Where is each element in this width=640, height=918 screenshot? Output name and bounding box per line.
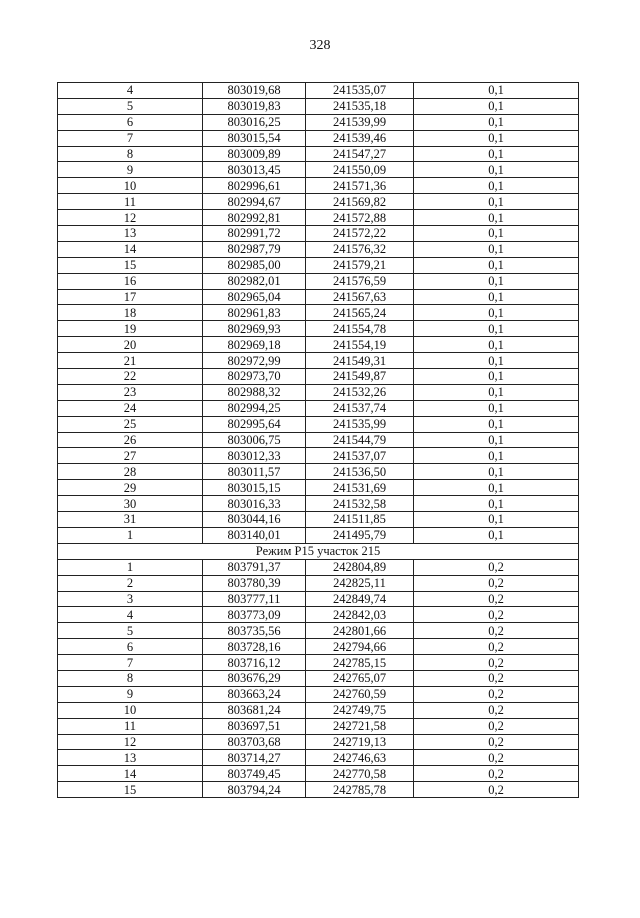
y-coordinate-cell: 242825,11	[306, 575, 414, 591]
table-row	[58, 432, 579, 448]
x-coordinate-cell: 803015,54	[203, 130, 306, 146]
accuracy-cell: 0,1	[414, 210, 579, 226]
section-title: Режим Р15 участок 215	[58, 543, 579, 559]
section-header-row	[58, 543, 579, 559]
x-coordinate-cell: 803015,15	[203, 480, 306, 496]
y-coordinate-cell: 242719,13	[306, 734, 414, 750]
x-coordinate-cell: 803012,33	[203, 448, 306, 464]
y-coordinate-cell: 241532,26	[306, 384, 414, 400]
accuracy-cell: 0,2	[414, 718, 579, 734]
point-number-cell: 10	[58, 178, 203, 194]
point-number-cell: 11	[58, 718, 203, 734]
accuracy-cell: 0,1	[414, 321, 579, 337]
point-number-cell: 1	[58, 559, 203, 575]
accuracy-cell: 0,2	[414, 686, 579, 702]
x-coordinate-cell: 802992,81	[203, 210, 306, 226]
point-number-cell: 9	[58, 686, 203, 702]
y-coordinate-cell: 241539,99	[306, 114, 414, 130]
table-row	[58, 226, 579, 242]
y-coordinate-cell: 241579,21	[306, 257, 414, 273]
x-coordinate-cell: 802994,25	[203, 400, 306, 416]
point-number-cell: 22	[58, 369, 203, 385]
table-row	[58, 559, 579, 575]
table-row	[58, 766, 579, 782]
table-row	[58, 353, 579, 369]
point-number-cell: 12	[58, 210, 203, 226]
y-coordinate-cell: 241572,22	[306, 226, 414, 242]
accuracy-cell: 0,1	[414, 241, 579, 257]
point-number-cell: 26	[58, 432, 203, 448]
y-coordinate-cell: 241531,69	[306, 480, 414, 496]
point-number-cell: 8	[58, 146, 203, 162]
accuracy-cell: 0,1	[414, 83, 579, 99]
table-row	[58, 607, 579, 623]
accuracy-cell: 0,1	[414, 337, 579, 353]
table-row	[58, 782, 579, 798]
point-number-cell: 15	[58, 257, 203, 273]
point-number-cell: 13	[58, 750, 203, 766]
accuracy-cell: 0,2	[414, 591, 579, 607]
x-coordinate-cell: 803009,89	[203, 146, 306, 162]
point-number-cell: 5	[58, 623, 203, 639]
point-number-cell: 31	[58, 512, 203, 528]
point-number-cell: 24	[58, 400, 203, 416]
point-number-cell: 30	[58, 496, 203, 512]
accuracy-cell: 0,1	[414, 289, 579, 305]
y-coordinate-cell: 242794,66	[306, 639, 414, 655]
point-number-cell: 6	[58, 639, 203, 655]
point-number-cell: 19	[58, 321, 203, 337]
accuracy-cell: 0,1	[414, 480, 579, 496]
x-coordinate-cell: 802973,70	[203, 369, 306, 385]
x-coordinate-cell: 803703,68	[203, 734, 306, 750]
coordinates-table	[57, 82, 579, 798]
x-coordinate-cell: 802995,64	[203, 416, 306, 432]
y-coordinate-cell: 242842,03	[306, 607, 414, 623]
point-number-cell: 12	[58, 734, 203, 750]
y-coordinate-cell: 242785,15	[306, 655, 414, 671]
y-coordinate-cell: 242765,07	[306, 670, 414, 686]
point-number-cell: 4	[58, 83, 203, 99]
y-coordinate-cell: 241571,36	[306, 178, 414, 194]
table-row	[58, 416, 579, 432]
table-row	[58, 702, 579, 718]
accuracy-cell: 0,1	[414, 400, 579, 416]
accuracy-cell: 0,1	[414, 130, 579, 146]
point-number-cell: 20	[58, 337, 203, 353]
accuracy-cell: 0,1	[414, 257, 579, 273]
table-row	[58, 337, 579, 353]
point-number-cell: 2	[58, 575, 203, 591]
table-row	[58, 130, 579, 146]
point-number-cell: 13	[58, 226, 203, 242]
point-number-cell: 10	[58, 702, 203, 718]
table-row	[58, 210, 579, 226]
accuracy-cell: 0,1	[414, 496, 579, 512]
x-coordinate-cell: 803044,16	[203, 512, 306, 528]
table-row	[58, 623, 579, 639]
table-body-bottom	[58, 559, 579, 797]
table-row	[58, 480, 579, 496]
point-number-cell: 1	[58, 527, 203, 543]
point-number-cell: 3	[58, 591, 203, 607]
table-row	[58, 655, 579, 671]
y-coordinate-cell: 241567,63	[306, 289, 414, 305]
table-row	[58, 464, 579, 480]
point-number-cell: 7	[58, 655, 203, 671]
table-row	[58, 321, 579, 337]
point-number-cell: 11	[58, 194, 203, 210]
x-coordinate-cell: 802994,67	[203, 194, 306, 210]
table-row	[58, 194, 579, 210]
x-coordinate-cell: 803749,45	[203, 766, 306, 782]
table-row	[58, 257, 579, 273]
table-row	[58, 686, 579, 702]
accuracy-cell: 0,1	[414, 369, 579, 385]
y-coordinate-cell: 241535,99	[306, 416, 414, 432]
table-row	[58, 575, 579, 591]
accuracy-cell: 0,2	[414, 734, 579, 750]
x-coordinate-cell: 803681,24	[203, 702, 306, 718]
point-number-cell: 9	[58, 162, 203, 178]
x-coordinate-cell: 803013,45	[203, 162, 306, 178]
y-coordinate-cell: 241547,27	[306, 146, 414, 162]
point-number-cell: 14	[58, 766, 203, 782]
y-coordinate-cell: 242804,89	[306, 559, 414, 575]
page-number: 328	[309, 38, 331, 53]
accuracy-cell: 0,1	[414, 194, 579, 210]
accuracy-cell: 0,1	[414, 416, 579, 432]
x-coordinate-cell: 802965,04	[203, 289, 306, 305]
x-coordinate-cell: 803728,16	[203, 639, 306, 655]
y-coordinate-cell: 241569,82	[306, 194, 414, 210]
x-coordinate-cell: 802972,99	[203, 353, 306, 369]
point-number-cell: 29	[58, 480, 203, 496]
x-coordinate-cell: 803773,09	[203, 607, 306, 623]
table-row	[58, 591, 579, 607]
table-row	[58, 750, 579, 766]
point-number-cell: 4	[58, 607, 203, 623]
section-header-group	[58, 543, 579, 559]
table-row	[58, 305, 579, 321]
y-coordinate-cell: 241537,07	[306, 448, 414, 464]
accuracy-cell: 0,1	[414, 432, 579, 448]
x-coordinate-cell: 802996,61	[203, 178, 306, 194]
point-number-cell: 23	[58, 384, 203, 400]
y-coordinate-cell: 241554,19	[306, 337, 414, 353]
x-coordinate-cell: 803735,56	[203, 623, 306, 639]
table-body-top	[58, 83, 579, 544]
accuracy-cell: 0,2	[414, 750, 579, 766]
y-coordinate-cell: 241544,79	[306, 432, 414, 448]
x-coordinate-cell: 802961,83	[203, 305, 306, 321]
x-coordinate-cell: 803016,25	[203, 114, 306, 130]
point-number-cell: 5	[58, 98, 203, 114]
x-coordinate-cell: 802969,93	[203, 321, 306, 337]
y-coordinate-cell: 241536,50	[306, 464, 414, 480]
table-row	[58, 527, 579, 543]
y-coordinate-cell: 241495,79	[306, 527, 414, 543]
x-coordinate-cell: 802988,32	[203, 384, 306, 400]
x-coordinate-cell: 803676,29	[203, 670, 306, 686]
accuracy-cell: 0,2	[414, 559, 579, 575]
y-coordinate-cell: 241539,46	[306, 130, 414, 146]
y-coordinate-cell: 241549,31	[306, 353, 414, 369]
table-row	[58, 734, 579, 750]
table-row	[58, 448, 579, 464]
y-coordinate-cell: 242849,74	[306, 591, 414, 607]
accuracy-cell: 0,1	[414, 162, 579, 178]
y-coordinate-cell: 241535,18	[306, 98, 414, 114]
accuracy-cell: 0,1	[414, 512, 579, 528]
point-number-cell: 7	[58, 130, 203, 146]
accuracy-cell: 0,1	[414, 384, 579, 400]
y-coordinate-cell: 242721,58	[306, 718, 414, 734]
point-number-cell: 18	[58, 305, 203, 321]
accuracy-cell: 0,1	[414, 448, 579, 464]
x-coordinate-cell: 803019,68	[203, 83, 306, 99]
accuracy-cell: 0,1	[414, 146, 579, 162]
point-number-cell: 14	[58, 241, 203, 257]
x-coordinate-cell: 803019,83	[203, 98, 306, 114]
y-coordinate-cell: 242770,58	[306, 766, 414, 782]
y-coordinate-cell: 241535,07	[306, 83, 414, 99]
table-row	[58, 400, 579, 416]
accuracy-cell: 0,2	[414, 639, 579, 655]
table-row	[58, 146, 579, 162]
accuracy-cell: 0,1	[414, 353, 579, 369]
x-coordinate-cell: 803011,57	[203, 464, 306, 480]
y-coordinate-cell: 241537,74	[306, 400, 414, 416]
accuracy-cell: 0,2	[414, 782, 579, 798]
x-coordinate-cell: 802969,18	[203, 337, 306, 353]
table-row	[58, 289, 579, 305]
accuracy-cell: 0,2	[414, 655, 579, 671]
table-row	[58, 98, 579, 114]
accuracy-cell: 0,1	[414, 305, 579, 321]
y-coordinate-cell: 241576,59	[306, 273, 414, 289]
y-coordinate-cell: 241532,58	[306, 496, 414, 512]
x-coordinate-cell: 803791,37	[203, 559, 306, 575]
point-number-cell: 8	[58, 670, 203, 686]
point-number-cell: 15	[58, 782, 203, 798]
x-coordinate-cell: 803780,39	[203, 575, 306, 591]
x-coordinate-cell: 803663,24	[203, 686, 306, 702]
y-coordinate-cell: 242746,63	[306, 750, 414, 766]
point-number-cell: 25	[58, 416, 203, 432]
y-coordinate-cell: 241550,09	[306, 162, 414, 178]
y-coordinate-cell: 242801,66	[306, 623, 414, 639]
x-coordinate-cell: 802991,72	[203, 226, 306, 242]
y-coordinate-cell: 241576,32	[306, 241, 414, 257]
y-coordinate-cell: 241572,88	[306, 210, 414, 226]
x-coordinate-cell: 803794,24	[203, 782, 306, 798]
table-row	[58, 496, 579, 512]
accuracy-cell: 0,2	[414, 607, 579, 623]
x-coordinate-cell: 802982,01	[203, 273, 306, 289]
table-row	[58, 384, 579, 400]
point-number-cell: 6	[58, 114, 203, 130]
accuracy-cell: 0,1	[414, 273, 579, 289]
x-coordinate-cell: 803016,33	[203, 496, 306, 512]
accuracy-cell: 0,1	[414, 178, 579, 194]
table-row	[58, 670, 579, 686]
table-row	[58, 369, 579, 385]
table-row	[58, 114, 579, 130]
x-coordinate-cell: 802985,00	[203, 257, 306, 273]
accuracy-cell: 0,2	[414, 575, 579, 591]
accuracy-cell: 0,2	[414, 702, 579, 718]
point-number-cell: 21	[58, 353, 203, 369]
point-number-cell: 17	[58, 289, 203, 305]
accuracy-cell: 0,1	[414, 226, 579, 242]
accuracy-cell: 0,1	[414, 114, 579, 130]
table-row	[58, 512, 579, 528]
table-row	[58, 162, 579, 178]
table-row	[58, 639, 579, 655]
y-coordinate-cell: 242785,78	[306, 782, 414, 798]
accuracy-cell: 0,2	[414, 766, 579, 782]
point-number-cell: 27	[58, 448, 203, 464]
y-coordinate-cell: 242760,59	[306, 686, 414, 702]
table-row	[58, 273, 579, 289]
x-coordinate-cell: 803697,51	[203, 718, 306, 734]
y-coordinate-cell: 241554,78	[306, 321, 414, 337]
table-row	[58, 718, 579, 734]
x-coordinate-cell: 802987,79	[203, 241, 306, 257]
y-coordinate-cell: 241511,85	[306, 512, 414, 528]
table-row	[58, 178, 579, 194]
accuracy-cell: 0,2	[414, 670, 579, 686]
x-coordinate-cell: 803140,01	[203, 527, 306, 543]
accuracy-cell: 0,1	[414, 527, 579, 543]
accuracy-cell: 0,1	[414, 464, 579, 480]
y-coordinate-cell: 241565,24	[306, 305, 414, 321]
point-number-cell: 16	[58, 273, 203, 289]
x-coordinate-cell: 803006,75	[203, 432, 306, 448]
accuracy-cell: 0,2	[414, 623, 579, 639]
point-number-cell: 28	[58, 464, 203, 480]
x-coordinate-cell: 803714,27	[203, 750, 306, 766]
table-row	[58, 83, 579, 99]
accuracy-cell: 0,1	[414, 98, 579, 114]
y-coordinate-cell: 241549,87	[306, 369, 414, 385]
table-row	[58, 241, 579, 257]
x-coordinate-cell: 803716,12	[203, 655, 306, 671]
x-coordinate-cell: 803777,11	[203, 591, 306, 607]
y-coordinate-cell: 242749,75	[306, 702, 414, 718]
